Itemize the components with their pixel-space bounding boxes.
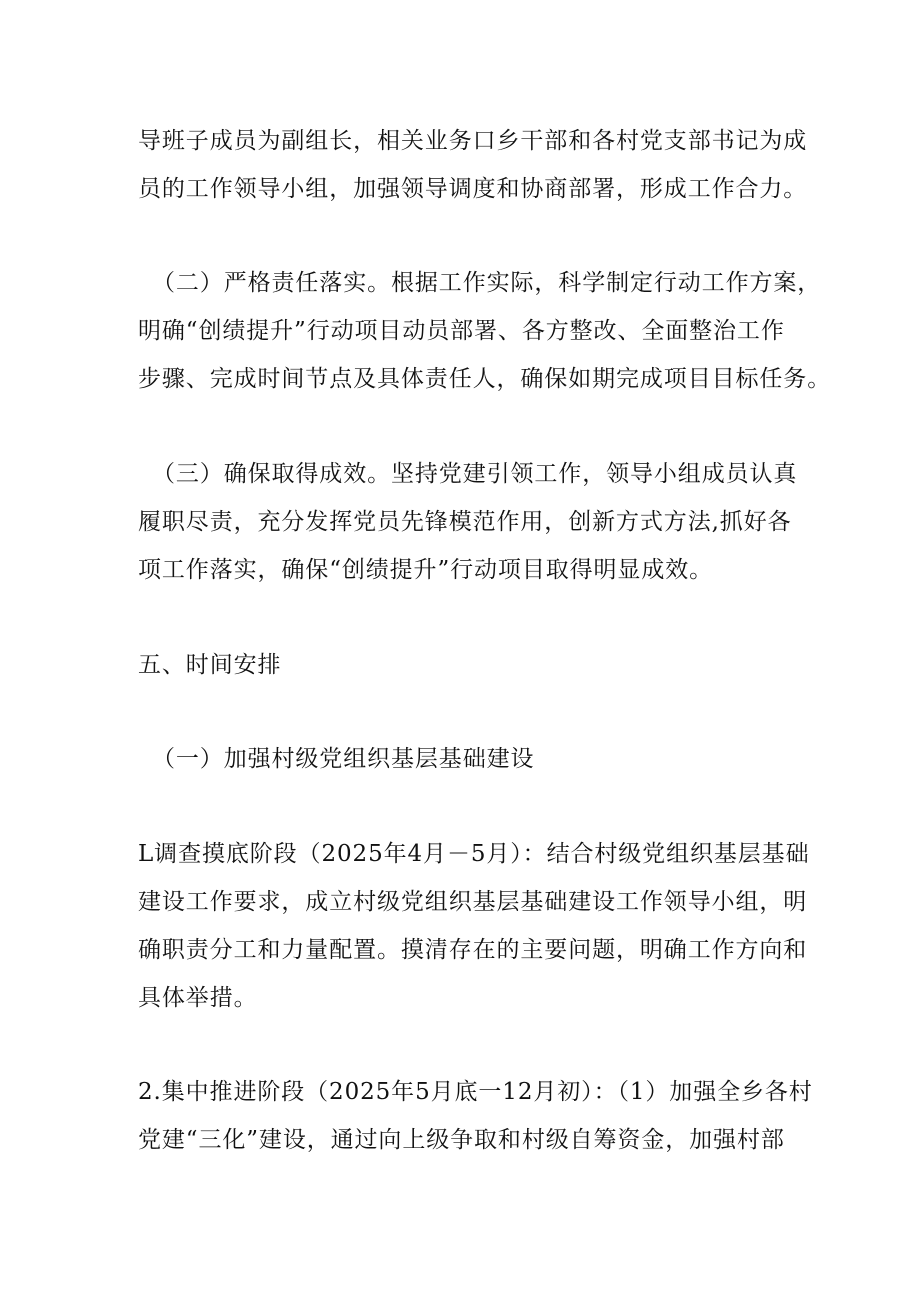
text-line: （一）加强村级党组织基层基础建设 bbox=[152, 746, 535, 772]
text-line: 党建“三化”建设，通过向上级争取和村级自筹资金，加强村部 bbox=[138, 1127, 785, 1153]
paragraph-effectiveness bbox=[138, 450, 798, 594]
text-line: （三）确保取得成效。坚持党建引领工作，领导小组成员认真 bbox=[152, 461, 798, 487]
text-line: 步骤、完成时间节点及具体责任人，确保如期完成项目目标任务。 bbox=[138, 366, 832, 392]
text-line: 建设工作要求，成立村级党组织基层基础建设工作领导小组，明 bbox=[138, 889, 808, 915]
paragraph-responsibility bbox=[138, 259, 832, 403]
paragraph-implementation-stage bbox=[138, 1068, 813, 1164]
text-line: 项工作落实，确保“创绩提升”行动项目取得明显成效。 bbox=[138, 557, 714, 583]
text-line: 五、时间安排 bbox=[138, 652, 282, 678]
text-line: 确职责分工和力量配置。摸清存在的主要问题，明确工作方向和 bbox=[138, 937, 808, 963]
subsection-heading bbox=[138, 735, 788, 783]
text-line: 履职尽责，充分发挥党员先锋模范作用，创新方式方法,抓好各 bbox=[138, 509, 792, 535]
paragraph-survey-stage bbox=[138, 830, 810, 1022]
text-line: 导班子成员为副组长，相关业务口乡干部和各村党支部书记为成 bbox=[138, 128, 808, 154]
text-line: L调查摸底阶段（2025年4月－5月）：结合村级党组织基层基础 bbox=[138, 841, 810, 867]
paragraph-leadership-group bbox=[138, 117, 808, 213]
text-line: 2.集中推进阶段（2025年5月底一12月初）：（1）加强全乡各村 bbox=[138, 1079, 813, 1105]
text-line: 明确“创绩提升”行动项目动员部署、各方整改、全面整治工作 bbox=[138, 318, 785, 344]
text-line: （二）严格责任落实。根据工作实际，科学制定行动工作方案， bbox=[152, 270, 822, 296]
text-line: 具体举措。 bbox=[138, 985, 258, 1011]
text-line: 员的工作领导小组，加强领导调度和协商部署，形成工作合力。 bbox=[138, 176, 808, 202]
section-heading-schedule bbox=[138, 641, 788, 689]
